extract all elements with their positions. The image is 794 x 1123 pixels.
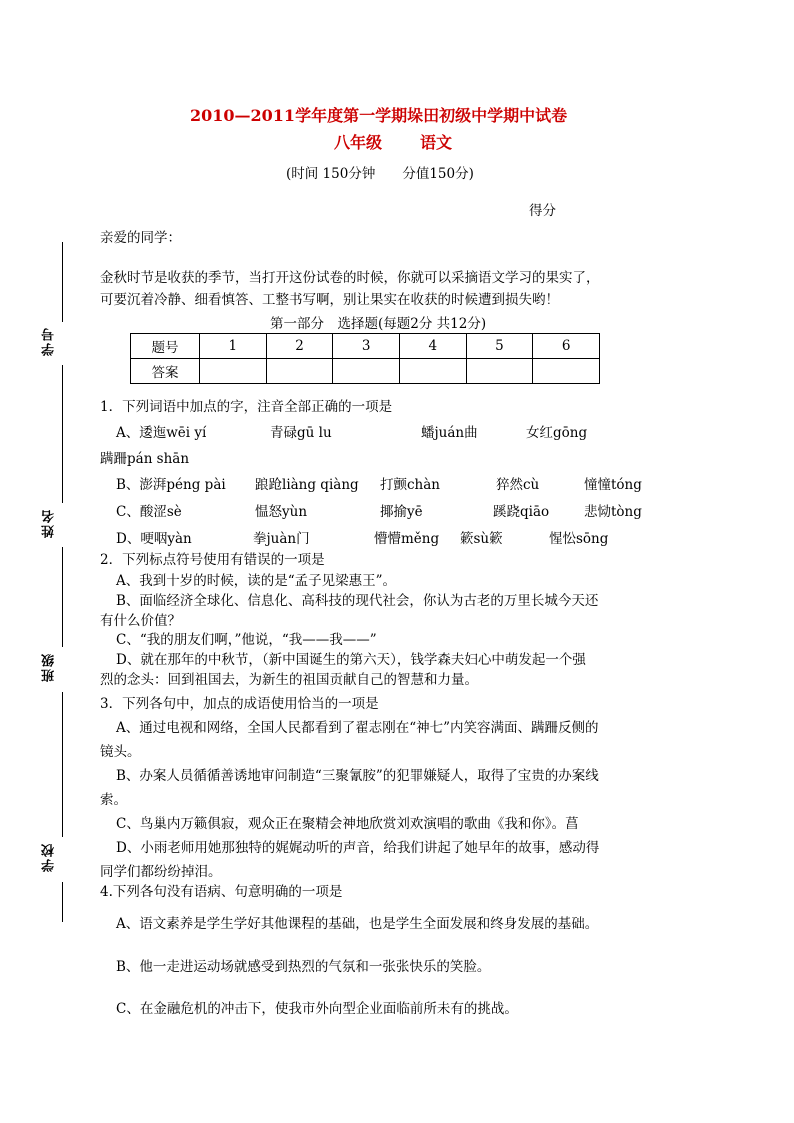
option-item: 青碌gū lu	[270, 425, 332, 441]
answer-cell[interactable]	[266, 359, 333, 384]
question-number-cell: 4	[399, 334, 466, 359]
option-item: C、酸涩sè	[116, 504, 182, 520]
intro-line: 可要沉着冷静、细看慎答、工整书写啊，别让果实在收获的时候遭到损失哟！	[100, 292, 559, 308]
intro-line: 金秋时节是收获的季节，当打开这份试卷的时候，你就可以采摘语文学习的果实了，	[100, 270, 600, 286]
answer-cell[interactable]	[533, 359, 600, 384]
option-item: 懵懵měng	[374, 531, 440, 547]
option-item: 拳juàn门	[253, 531, 310, 547]
question-number-cell: 2	[266, 334, 333, 359]
answer-cell[interactable]	[200, 359, 267, 384]
exam-title: 2010—2011学年度第一学期垛田初级中学期中试卷	[190, 106, 568, 125]
table-row-header: 答案	[131, 359, 200, 384]
question-stem: 4.下列各句没有语病、句意明确的一项是	[100, 884, 343, 900]
option-item: 悲恸tòng	[584, 504, 642, 520]
option-item: B、办案人员循循善诱地审问制造“三聚氰胺”的犯罪嫌疑人，取得了宝贵的办案线	[116, 768, 599, 784]
option-item: 打颤chàn	[380, 477, 440, 493]
option-item: 猝然cù	[496, 477, 540, 493]
option-item: 索。	[100, 792, 127, 808]
answer-cell[interactable]	[466, 359, 533, 384]
option-item: A、通过电视和网络，全国人民都看到了翟志刚在“神七”内笑容满面、蹒跚反侧的	[116, 720, 599, 736]
option-item: B、面临经济全球化、信息化、高科技的现代社会，你认为古老的万里长城今天还	[116, 593, 599, 609]
option-item: D、就在那年的中秋节，（新中国诞生的第六天），钱学森夫妇心中萌发起一个强	[116, 652, 586, 668]
binding-line	[62, 365, 63, 503]
option-item: C、“我的朋友们啊，”他说，“我——我——”	[116, 632, 377, 648]
grade-label: 八年级	[334, 133, 383, 152]
option-item: 憧憧tóng	[584, 477, 642, 493]
option-item: D、哽咽yàn	[116, 531, 192, 547]
greeting: 亲爱的同学：	[100, 230, 181, 246]
option-item: 烈的念头：回到祖国去，为新生的祖国贡献自己的智慧和力量。	[100, 672, 478, 688]
option-item: 同学们都纷纷掉泪。	[100, 864, 222, 880]
question-number-cell: 3	[333, 334, 400, 359]
table-row-header: 题号	[131, 334, 200, 359]
question-stem: 1．下列词语中加点的字，注音全部正确的一项是	[100, 399, 393, 415]
side-label-student-id: 学号	[42, 326, 57, 356]
question-stem: 3．下列各句中，加点的成语使用恰当的一项是	[100, 696, 379, 712]
question-stem: 2．下列标点符号使用有错误的一项是	[100, 552, 325, 568]
option-item: 簌sù簌	[460, 531, 503, 547]
side-label-name: 姓名	[42, 508, 57, 538]
answer-cell[interactable]	[399, 359, 466, 384]
option-item: A、逶迤wēi yí	[116, 425, 207, 441]
option-item: 蟠juán曲	[421, 425, 478, 441]
option-item: 蹒跚pán shān	[100, 451, 190, 467]
question-number-cell: 1	[200, 334, 267, 359]
binding-line	[62, 882, 63, 922]
time-info: (时间 150分钟 分值150分)	[286, 166, 474, 182]
answer-cell[interactable]	[333, 359, 400, 384]
binding-line	[62, 242, 63, 322]
option-item: A、我到十岁的时候，读的是“孟子见梁惠王”。	[116, 573, 397, 589]
answer-table	[130, 333, 600, 384]
option-item: 揶揄yē	[380, 504, 423, 520]
option-item: B、澎湃péng pài	[116, 477, 226, 493]
option-item: 有什么价值？	[100, 613, 181, 629]
option-item: A、语文素养是学生学好其他课程的基础，也是学生全面发展和终身发展的基础。	[116, 916, 599, 932]
score-label: 得分	[529, 203, 556, 219]
option-item: D、小雨老师用她那独特的娓娓动听的声音，给我们讲起了她早年的故事，感动得	[116, 840, 600, 856]
section-heading: 第一部分 选择题(每题2分 共12分)	[270, 316, 487, 332]
subject-label: 语文	[420, 133, 453, 152]
table-row	[131, 334, 600, 359]
table-row	[131, 359, 600, 384]
option-item: 镜头。	[100, 744, 141, 760]
option-item: 踉跄liàng qiàng	[255, 477, 359, 493]
side-label-school: 学校	[42, 842, 57, 872]
option-item: B、他一走进运动场就感受到热烈的气氛和一张张快乐的笑脸。	[116, 959, 491, 975]
binding-line	[62, 692, 63, 837]
question-number-cell: 5	[466, 334, 533, 359]
side-label-class: 班级	[42, 652, 57, 682]
option-item: 蹊跷qiāo	[493, 504, 550, 520]
question-number-cell: 6	[533, 334, 600, 359]
option-item: 惺忪sōng	[549, 531, 609, 547]
option-item: C、鸟巢内万籁俱寂，观众正在聚精会神地欣赏刘欢演唱的歌曲《我和你》。菖	[116, 816, 579, 832]
binding-line	[62, 547, 63, 647]
option-item: 女红gōng	[526, 425, 588, 441]
option-item: 愠怒yùn	[255, 504, 308, 520]
option-item: C、在金融危机的冲击下，使我市外向型企业面临前所未有的挑战。	[116, 1001, 518, 1017]
